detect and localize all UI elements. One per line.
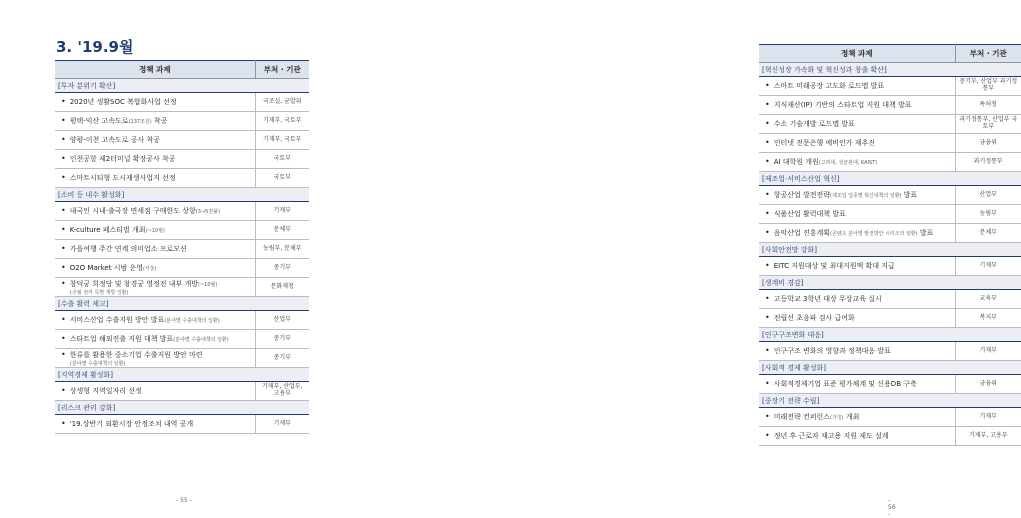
table-row: [55, 221, 309, 240]
category-title: [혁신성장 가속화 및 혁신성과 창출 확산]: [759, 63, 1021, 77]
task-cell: [55, 169, 255, 188]
task-text: 창덕궁 희정당 및 창경궁 영정전 내부 개방: [69, 279, 199, 288]
table-header-row: [55, 61, 309, 79]
bullet-icon: •: [61, 263, 66, 272]
dept-cell: 산업부: [255, 311, 309, 330]
dept-cell: 복지부: [955, 309, 1021, 328]
category-row: [759, 361, 1021, 375]
table-row: [759, 290, 1021, 309]
task-text: 스마트시티형 도시재생사업지 선정: [69, 174, 176, 182]
task-cell: [55, 382, 255, 401]
task-note: (분야별 수출대책의 일환): [164, 318, 220, 324]
task-cell: [759, 290, 955, 309]
dept-cell: 국토부: [255, 150, 309, 169]
task-text: 전립선 초음파 검사 급여화: [773, 314, 855, 322]
task-cell: [759, 77, 955, 96]
task-cell: [759, 153, 955, 172]
right-body: [759, 63, 1021, 446]
category-row: [55, 368, 309, 382]
bullet-icon: •: [765, 119, 770, 128]
bullet-icon: •: [765, 138, 770, 147]
task-note: (분야별 수출대책의 일환): [173, 337, 229, 343]
bullet-icon: •: [765, 431, 770, 440]
dept-cell: 과기정통부: [955, 153, 1021, 172]
task-text: AI 대학원 개원: [773, 158, 819, 166]
dept-cell: 금융위: [955, 375, 1021, 394]
task-text: 고등학교 3학년 대상 무상교육 실시: [773, 295, 882, 303]
category-row: [759, 276, 1021, 290]
bullet-icon: •: [61, 278, 66, 288]
section-title: 3. '19.9월: [56, 38, 134, 56]
page-number: - 55 -: [176, 497, 192, 504]
task-text: 2020년 생활SOC 복합화사업 선정: [69, 98, 177, 106]
dept-cell: 기재부: [955, 408, 1021, 427]
table-row: [759, 205, 1021, 224]
table-row: [55, 259, 309, 278]
left-policy-table: [55, 60, 309, 434]
bullet-icon: •: [61, 244, 66, 253]
task-text: 정년 후 근로자 재고용 지원 제도 설계: [773, 432, 889, 440]
dept-cell: 국토부: [255, 169, 309, 188]
task-text: 한류를 활용한 중소기업 수출지원 방안 마련: [69, 350, 203, 359]
task-cell: [55, 93, 255, 112]
task-text: 서비스산업 수출지원 방안 발표: [69, 316, 165, 324]
left-page: [0, 0, 360, 508]
task-cell: [759, 408, 955, 427]
task-text: 인터넷 전문은행 예비인가 재추진: [773, 139, 876, 147]
category-title: [중장기 전략 수립]: [759, 394, 1021, 408]
table-row: [55, 330, 309, 349]
task-cell: [759, 134, 955, 153]
task-text: 스마트 미래공장 고도화 로드맵 발표: [773, 82, 885, 90]
bullet-icon: •: [765, 228, 770, 237]
task-cell: [759, 186, 955, 205]
table-header-row: [759, 45, 1021, 63]
category-title: [수출 활력 제고]: [55, 297, 309, 311]
task-text: 사회적경제기업 표준 평가체계 및 신용DB 구축: [773, 380, 917, 388]
task-text: 지식재산(IP) 기반의 스타트업 지원 대책 발표: [773, 101, 912, 109]
task-text: EITC 지원대상 및 최대지원액 확대 지급: [773, 262, 895, 270]
bullet-icon: •: [61, 116, 66, 125]
task-cell: [55, 202, 255, 221]
task-subnote: (궁궐 전각 특별 개방 일환): [70, 289, 129, 296]
task-note: (3→5천불): [195, 209, 220, 215]
right-page: [360, 0, 1018, 518]
task-text: 식품산업 활력대책 발표: [773, 210, 846, 218]
dept-cell: 중기부: [255, 330, 309, 349]
bullet-icon: •: [61, 419, 66, 428]
table-row: [55, 202, 309, 221]
dept-cell: 교육부: [955, 290, 1021, 309]
bullet-icon: •: [765, 157, 770, 166]
dept-cell: 기재부: [255, 415, 309, 434]
task-cell: [759, 96, 955, 115]
task-text: 스타트업 해외진출 지원 대책 발표: [69, 335, 174, 343]
header-dept: 부처 · 기관: [255, 61, 309, 79]
table-row: [55, 131, 309, 150]
table-row: [55, 349, 309, 368]
bullet-icon: •: [765, 379, 770, 388]
task-cell: [55, 112, 255, 131]
bullet-icon: •: [61, 386, 66, 395]
bullet-icon: •: [61, 334, 66, 343]
task-cell: [759, 375, 955, 394]
category-title: [지역경제 활성화]: [55, 368, 309, 382]
table-row: [759, 186, 1021, 205]
table-row: [55, 240, 309, 259]
task-text: 미래전략 컨퍼런스: [773, 413, 831, 421]
table-row: [55, 112, 309, 131]
task-cell: [55, 278, 255, 297]
table-row: [759, 96, 1021, 115]
bullet-icon: •: [61, 206, 66, 215]
bullet-icon: •: [765, 346, 770, 355]
task-cell: [55, 221, 255, 240]
dept-cell: 중기부: [255, 259, 309, 278]
task-text-suffix: 착공: [151, 117, 168, 125]
table-row: [55, 311, 309, 330]
bullet-icon: •: [765, 100, 770, 109]
header-task: 정책 과제: [759, 45, 955, 63]
bullet-icon: •: [61, 173, 66, 182]
left-body: [55, 79, 309, 434]
table-row: [759, 77, 1021, 96]
header-task: 정책 과제: [55, 61, 255, 79]
dept-cell: 국조실, 균발위: [255, 93, 309, 112]
table-row: [55, 93, 309, 112]
dept-cell: 기재부, 국토부: [255, 131, 309, 150]
bullet-icon: •: [61, 315, 66, 324]
dept-cell: 농림부: [955, 205, 1021, 224]
task-cell: [55, 349, 255, 368]
task-text: O2O Market 시범 운영: [69, 264, 143, 272]
table-row: [759, 153, 1021, 172]
task-cell: [55, 240, 255, 259]
task-text: 수소 기술개발 로드맵 발표: [773, 120, 855, 128]
dept-cell: 금융위: [955, 134, 1021, 153]
category-title: [리스크 관리 강화]: [55, 401, 309, 415]
bullet-icon: •: [765, 190, 770, 199]
dept-cell: 산업부: [955, 186, 1021, 205]
bullet-icon: •: [61, 97, 66, 106]
dept-cell: 기재부, 고용부: [955, 427, 1021, 446]
dept-cell: 특허청: [955, 96, 1021, 115]
bullet-icon: •: [61, 154, 66, 163]
dept-cell: 기재부, 산업부, 고용부: [255, 382, 309, 401]
task-text: 상생형 지역일자리 선정: [69, 387, 142, 395]
task-cell: [759, 224, 955, 243]
category-row: [55, 401, 309, 415]
task-cell: [759, 205, 955, 224]
page-number: - 56 -: [888, 497, 896, 518]
category-title: [생계비 경감]: [759, 276, 1021, 290]
table-row: [55, 150, 309, 169]
dept-cell: 과기정통부, 산업부 국토부: [955, 115, 1021, 134]
task-text: 내국인 시내·출국장 면세점 구매한도 상향: [69, 207, 196, 215]
task-cell: [55, 311, 255, 330]
table-row: [759, 408, 1021, 427]
category-title: [소비 등 내수 활성화]: [55, 188, 309, 202]
task-text-suffix: 개최: [843, 413, 860, 421]
category-row: [759, 328, 1021, 342]
task-cell: [55, 415, 255, 434]
task-text: '19.상반기 외환시장 안정조치 내역 공개: [69, 420, 194, 428]
bullet-icon: •: [765, 412, 770, 421]
table-row: [759, 257, 1021, 276]
task-cell: [759, 115, 955, 134]
header-dept: 부처 · 기관: [955, 45, 1021, 63]
task-note: (~10월): [145, 228, 165, 234]
task-text: K-culture 페스티벌 개최: [69, 226, 146, 234]
task-cell: [759, 257, 955, 276]
bullet-icon: •: [61, 135, 66, 144]
dept-cell: 중기부, 산업부 과기정통부: [955, 77, 1021, 96]
dept-cell: 문화재청: [255, 278, 309, 297]
task-text: 음악산업 진흥계획: [773, 229, 831, 237]
task-note: (콘텐츠 분야별 발전방안 시리즈의 일환): [830, 231, 918, 237]
table-row: [759, 375, 1021, 394]
task-text: 양평-이천 고속도로 공사 착공: [69, 136, 161, 144]
table-row: [759, 134, 1021, 153]
bullet-icon: •: [765, 81, 770, 90]
task-text: 인구구조 변화의 영향과 정책대응 발표: [773, 347, 891, 355]
category-row: [55, 188, 309, 202]
task-text: 항공산업 발전전략: [773, 191, 831, 199]
task-text: 가을여행 주간 연계 의미업소 프로모션: [69, 245, 187, 253]
bullet-icon: •: [765, 261, 770, 270]
task-note: (~10월): [198, 281, 218, 288]
dept-cell: 기재부, 국토부: [255, 112, 309, 131]
bullet-icon: •: [765, 209, 770, 218]
task-text-suffix: 발표: [917, 229, 934, 237]
task-subnote: (분야별 수출대책의 일환): [70, 360, 126, 367]
table-row: [55, 415, 309, 434]
bullet-icon: •: [765, 313, 770, 322]
task-note: (고려대, 성균관대, KAIST): [818, 160, 878, 166]
category-row: [759, 394, 1021, 408]
table-row: [759, 309, 1021, 328]
task-note: (서울): [142, 266, 157, 272]
table-row: [759, 427, 1021, 446]
category-title: [사회안전망 강화]: [759, 243, 1021, 257]
table-row: [55, 169, 309, 188]
category-title: [제조업·서비스산업 혁신]: [759, 172, 1021, 186]
dept-cell: 기재부: [255, 202, 309, 221]
table-row: [759, 224, 1021, 243]
dept-cell: 문체부: [255, 221, 309, 240]
bullet-icon: •: [765, 294, 770, 303]
dept-cell: 중기부: [255, 349, 309, 368]
category-row: [55, 79, 309, 93]
right-policy-table: [759, 44, 1021, 446]
task-cell: [759, 427, 955, 446]
task-text: 평택-익산 고속도로: [69, 117, 129, 125]
task-text-suffix: 발표: [901, 191, 918, 199]
task-cell: [55, 259, 255, 278]
dept-cell: 문체부: [955, 224, 1021, 243]
dept-cell: 기재부: [955, 257, 1021, 276]
task-cell: [55, 330, 255, 349]
dept-cell: 기재부: [955, 342, 1021, 361]
bullet-icon: •: [61, 225, 66, 234]
dept-cell: 농림부, 문체부: [255, 240, 309, 259]
category-row: [759, 63, 1021, 77]
task-note: (가칭): [830, 415, 844, 421]
category-title: [사회적 경제 활성화]: [759, 361, 1021, 375]
category-title: [인구구조변화 대응]: [759, 328, 1021, 342]
category-row: [55, 297, 309, 311]
task-note: (137조원): [128, 119, 152, 125]
table-row: [759, 115, 1021, 134]
category-title: [투자 분위기 확산]: [55, 79, 309, 93]
task-cell: [759, 309, 955, 328]
task-cell: [55, 150, 255, 169]
table-row: [759, 342, 1021, 361]
category-row: [759, 172, 1021, 186]
task-text: 인천공항 제2터미널 확장공사 착공: [69, 155, 176, 163]
bullet-icon: •: [61, 349, 66, 359]
task-cell: [55, 131, 255, 150]
table-row: [55, 278, 309, 297]
category-row: [759, 243, 1021, 257]
task-cell: [759, 342, 955, 361]
table-row: [55, 382, 309, 401]
task-note: (제조업 업종별 혁신대책의 일환): [830, 193, 902, 199]
